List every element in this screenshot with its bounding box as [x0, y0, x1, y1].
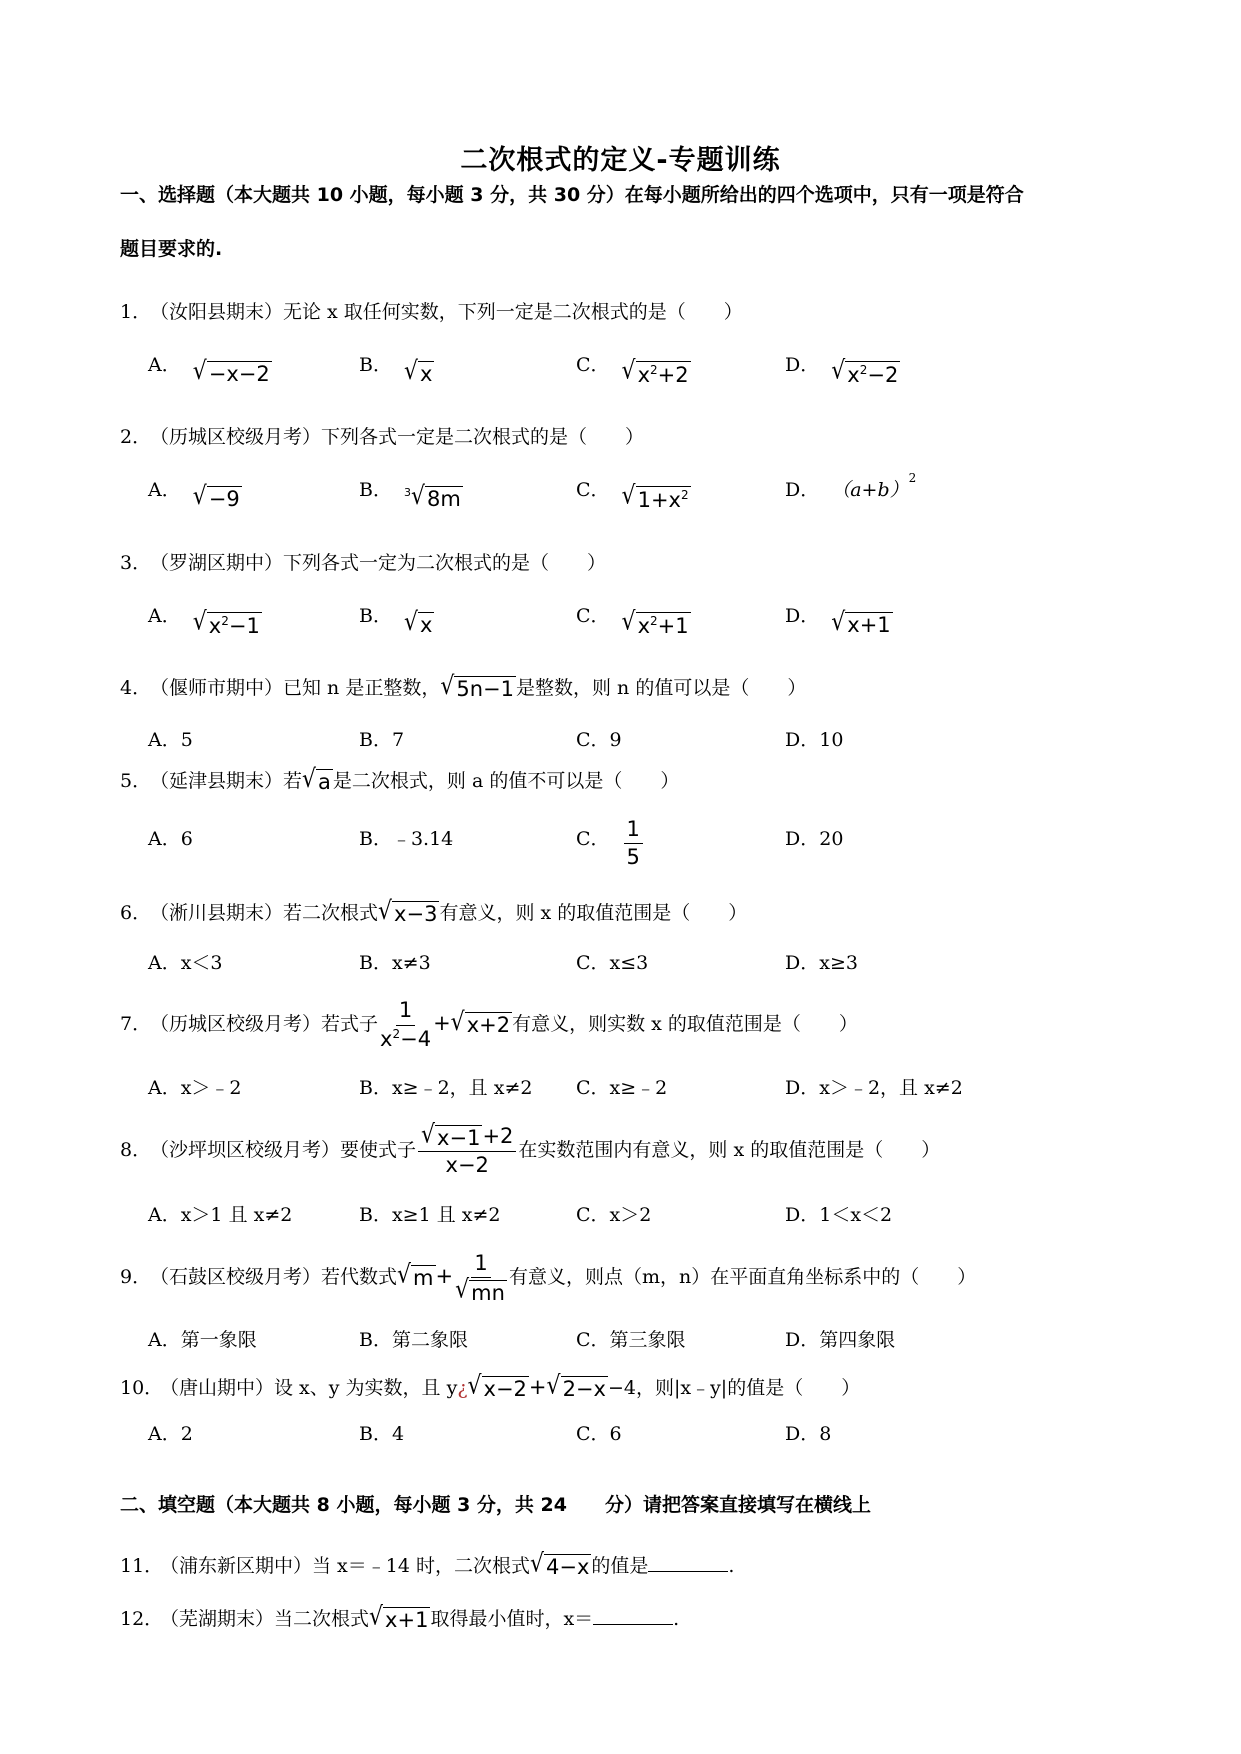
option-c: C．x＞2 [576, 1204, 652, 1226]
question-5-options [148, 818, 1128, 868]
question-8: 8．（沙坪坝区校级月考）要使式子 √ x−1 +2 x−2 在实数范围内有意义，则 x 的取值范围是（ ） [120, 1120, 941, 1177]
option-b: B．x≠3 [359, 952, 431, 974]
question-1-options [148, 350, 1128, 400]
question-2-options [148, 471, 1128, 525]
question-number: 1． [120, 301, 152, 323]
question-6: 6．（淅川县期末）若二次根式 √ x−3 有意义，则 x 的取值范围是（ ） [120, 896, 748, 926]
option-d: D．8 [785, 1423, 832, 1445]
option-a: A．第一象限 [148, 1329, 257, 1351]
option-c: C．x≤3 [576, 952, 649, 974]
option-d: D．20 [785, 828, 844, 850]
section-2-heading [120, 1478, 1130, 1532]
option-d: D．x＞﹣2，且 x≠2 [785, 1077, 963, 1099]
section-2-line-1: 二、填空题（本大题共 8 小题，每小题 3 分，共 24 分）请把答案直接填写在横线上 [120, 1494, 871, 1516]
option-a: A．x＞﹣2 [148, 1077, 242, 1099]
section-1-line-2: 题目要求的. [120, 238, 223, 260]
question-9: 9．（石鼓区校级月考）若代数式 √ m + 1 √ mn 有意义，则点（m，n）在平面直角坐标系中的（ ） [120, 1250, 977, 1306]
question-4: 4．（偃师市期中）已知 n 是正整数， √ 5n−1 是整数，则 n 的值可以是（ ） [120, 671, 807, 701]
option-a: A．x＜3 [148, 952, 223, 974]
question-9-options [148, 1325, 1128, 1375]
option-d: D．10 [785, 729, 844, 751]
option-a: A．6 [148, 828, 193, 850]
option-b: B． √ x [359, 354, 433, 386]
question-7-options [148, 1073, 1128, 1123]
option-a: A． √ $x^2-1$ [148, 605, 260, 638]
option-c: C．第三象限 [576, 1329, 686, 1351]
question-8-options [148, 1200, 1128, 1250]
option-a: A．x＞1 且 x≠2 [148, 1204, 293, 1226]
option-b: B．x≥1 且 x≠2 [359, 1204, 501, 1226]
option-a: A．5 [148, 729, 193, 751]
option-d: D． √ x+1 [785, 605, 891, 637]
page-title: 二次根式的定义-专题训练 [460, 145, 781, 176]
option-d: D．1＜x＜2 [785, 1204, 893, 1226]
question-10: 10．（唐山期中）设 x、y 为实数，且 y¿ √ x−2 + √ 2−x −4，则|x﹣y|的值是（ ） [120, 1371, 861, 1401]
question-text: （汝阳县期末）无论 x 取任何实数，下列一定是二次根式的是（ ） [150, 301, 743, 323]
question-6-options [148, 948, 1128, 998]
option-b: B．﹣3.14 [359, 828, 454, 850]
question-10-options [148, 1419, 1128, 1469]
question-2: 2．（历城区校级月考）下列各式一定是二次根式的是（ ） [120, 426, 645, 448]
option-c: C．6 [576, 1423, 622, 1445]
option-b: B．4 [359, 1423, 405, 1445]
option-c: C． √ $1+x^2$ [576, 479, 689, 512]
option-b: B．7 [359, 729, 405, 751]
option-c: C． √ $x^2+2$ [576, 354, 689, 387]
answer-blank[interactable] [648, 1553, 728, 1572]
option-a: A．2 [148, 1423, 193, 1445]
option-c: C．x≥﹣2 [576, 1077, 668, 1099]
section-1-line-1: 一、选择题（本大题共 10 小题，每小题 3 分，共 30 分）在每小题所给出的四个选项中，只有一项是符合 [120, 184, 1024, 206]
option-b: B．第二象限 [359, 1329, 468, 1351]
option-c: C． $\frac{1}{5}$ [576, 818, 645, 869]
option-c: C．9 [576, 729, 622, 751]
option-a: A． √ −9 [148, 479, 240, 511]
question-12: 12．（芜湖期末）当二次根式 √ x+1 取得最小值时，x＝ . [120, 1602, 680, 1632]
question-3: 3．（罗湖区期中）下列各式一定为二次根式的是（ ） [120, 552, 607, 574]
option-b: B．x≥﹣2，且 x≠2 [359, 1077, 533, 1099]
option-d: D．x≥3 [785, 952, 858, 974]
question-7: 7．（历城区校级月考）若式子 $\frac{1}{x^2-4}$ + √ x+2 有意义，则实数 x 的取值范围是（ ） [120, 998, 858, 1051]
option-b: B． √ x [359, 605, 433, 637]
option-d: D． √ $x^2-2$ [785, 354, 899, 387]
option-b: B． $^3$ √ 8m [359, 479, 461, 511]
section-1-heading [120, 168, 1130, 276]
option-c: C． √ $x^2+1$ [576, 605, 689, 638]
option-d: D．第四象限 [785, 1329, 896, 1351]
answer-blank[interactable] [593, 1606, 673, 1625]
option-d: D． （a+b） $^2$ [785, 471, 917, 501]
question-11: 11．（浦东新区期中）当 x＝﹣14 时，二次根式 √ 4−x 的值是 . [120, 1549, 735, 1579]
option-a: A． √ −x−2 [148, 354, 270, 386]
question-5: 5．（延津县期末）若 √ a 是二次根式，则 a 的值不可以是（ ） [120, 764, 680, 794]
question-3-options [148, 601, 1128, 651]
question-1 [120, 297, 1130, 327]
